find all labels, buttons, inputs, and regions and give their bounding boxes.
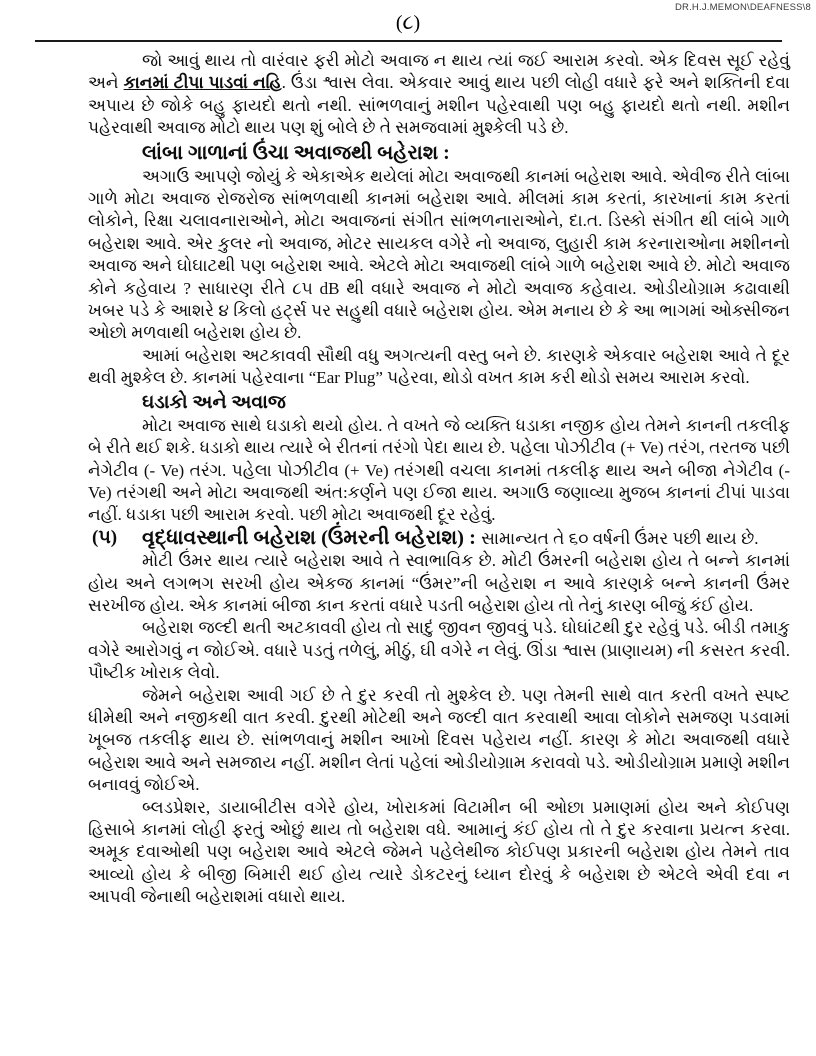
paragraph-lifestyle-prevention: બહેરાશ જલ્દી થતી અટકાવવી હોય તો સાદું જીવન જીવવું પડે. ઘોઘાંટથી દુર રહેવું પડે. બીડી તમાકુ વગેરે આરોગવું ન જોઈએ. વધારે પડતું તળેલું, મીઠું, ઘી વગેરે ન લેવું. ઊંડા શ્વાસ (પ્રાણાયમ) ની કસરત કરવી. પૌષ્ટીક ખોરાક લેવો. <box>88 618 790 683</box>
paragraph-bp-diabetes-medicine: બ્લડપ્રેશર, ડાયાબીટીસ વગેરે હોય, ખોરાકમાં વિટામીન બી ઓછા પ્રમાણમાં હોય અને કોઈપણ હિસાબે કાનમાં લોહી ફરતું ઓછું થાય તો બહેરાશ વધે. આમાનું કંઈ હોય તો તે દુર કરવાના પ્રયત્ન કરવા. અમૂક દવાઓથી પણ બહેરાશ આવે એટલે જેમને પહેલેથીજ કોઈપણ પ્રકારની બહેરાશ હોય તેમને તાવ આવ્યો હોય કે બીજી બિમારી થઈ હોય ત્યારે ડોકટરનું ધ્યાન દોરવું કે બહેરાશ છે એટલે એવી દવા ન આપવી જેનાથી બહેરાશમાં વધારો થાય. <box>88 797 790 907</box>
paragraph-communication-hearing-aid: જેમને બહેરાશ આવી ગઈ છે તે દુર કરવી તો મુશ્કેલ છે. પણ તેમની સાથે વાત કરતી વખતે સ્પષ્ટ ધીમેથી અને નજીકથી વાત કરવી. દુરથી મોટેથી અને જલ્દી વાત કરવાથી આવા લોકોને સમજણ પડવામાં ખૂબજ તકલીફ થાય છે. સાંભળવાનું મશીન આખો દિવસ પહેરાય નહીં. કારણ કે મોટા અવાજથી વધારે બહેરાશ આવે અને સમજાય નહીં. મશીન લેતાં પહેલાં ઓડીયોગ્રામ કરાવવો પડે. ઓડીયોગ્રામ પ્રમાણે મશીન બનાવવું જોઈએ. <box>88 685 790 795</box>
paragraph-explosion-waves: મોટા અવાજ સાથે ઘડાકો થયો હોય. તે વખતે જે વ્યક્તિ ધડાકા નજીક હોય તેમને કાનની તકલીફ બે રીતે થઈ શકે. ધડાકો થાય ત્યારે બે રીતનાં તરંગો પેદા થાય છે. પહેલા પોઝીટીવ (+ Ve) તરંગ, તરતજ પછી નેગેટીવ (- Ve) તરંગ. પહેલા પોઝીટીવ (+ Ve) તરંગથી વચલા કાનમાં તકલીફ થાય અને બીજા નેગેટીવ (- Ve) તરંગથી અને મોટા અવાજથી અંત:કર્ણને પણ ઈજા થાય. અગાઉ જણાવ્યા મુજબ કાનનાં ટીપાં પાડવા નહીં. ધડાકા પછી આરામ કરવો. પછી મોટા અવાજથી દૂર રહેવું. <box>88 415 791 525</box>
paragraph-prevention-ear-plug: આમાં બહેરાશ અટકાવવી સૌથી વધુ અગત્યની વસ્તુ બને છે. કારણકે એકવાર બહેરાશ આવે તે દૂર થવી મુશ્કેલ છે. કાનમાં પહેરવાના “Ear Plug” પહેરવા, થોડો વખત કામ કરી થોડો સમય આરામ કરવો. <box>88 345 790 388</box>
section-5-number: (૫) <box>92 526 118 548</box>
document-reference: DR.H.J.MEMON\DEAFNESS\8 <box>674 2 811 13</box>
section-5-subtitle: સામાન્યત તે ૬૦ વર્ષની ઉંમર પછી થાય છે. <box>481 528 759 548</box>
heading-explosion-and-noise: ઘડાકો અને અવાજ <box>142 391 286 413</box>
section-5-heading-line <box>88 527 790 550</box>
page-number: (૮) <box>395 12 421 34</box>
paragraph-long-term-noise: અગાઉ આપણે જોયું કે એકાએક થયેલાં મોટા અવાજથી કાનમાં બહેરાશ આવે. એવીજ રીતે લાંબા ગાળે મોટા અવાજ રોજરોજ સાંભળવાથી કાનમાં બહેરાશ આવે. મીલમાં કામ કરતાં, કારખાનાં કામ કરતાં લોકોને, રિક્ષા ચલાવનારાઓને, મોટા અવાજનાં સંગીત સાંભળનારાઓને, દા.ત. ડિસ્કો સંગીત થી લાંબે ગાળે બહેરાશ આવે. એર કુલર નો અવાજ, મોટર સાયકલ વગેરે નો અવાજ, લુહારી કામ કરનારાઓના મશીનનો અવાજ અને ઘોઘાટથી પણ બહેરાશ આવે. એટલે મોટા અવાજથી લાંબે ગાળે બહેરાશ આવે છે. મોટો અવાજ કોને કહેવાય ? સાધારણ રીતે ૮૫ dB થી વધારે અવાજ ને મોટો અવાજ કહેવાય. ઓડીયોગ્રામ કઢાવાથી ખબર પડે કે આશરે ૪ કિલો હર્ટ્સ પર સહુથી વધારે બહેરાશ હોય. એમ મનાય છે કે આ ભાગમાં ઓક્સીજન ઓછો મળવાથી બહેરાશ હોય છે. <box>88 166 790 343</box>
paragraph-text: . ઉંડા શ્વાસ લેવા. એકવાર આવું થાય પછી લોહી વધારે ફરે અને શક્તિની દવા અપાય છે જોકે બહુ ફાયદો થતો નથી. સાંભળવાનું મશીન પહેરવાથી પણ બહુ ફાયદો થતો નથી. મશીન પહેરવાથી અવાજ મોટો થાય પણ શું બોલે છે તે સમજવામાં મુશ્કેલી પડે છે. <box>88 73 790 138</box>
heading-long-term-noise-deafness: લાંબા ગાળાનાં ઉંચા અવાજથી બહેરાશ : <box>142 141 450 164</box>
paragraph-old-age-deafness: મોટી ઉંમર થાય ત્યારે બહેરાશ આવે તે સ્વાભાવિક છે. મોટી ઉંમરની બહેરાશ હોય તે બન્ને કાનમાં હોય અને લગભગ સરખી હોય એકજ કાનમાં “ઉંમર”ની બહેરાશ ન આવે કારણકે બન્ને કાનની ઉંમર સરખીજ હોય. એક કાનમાં બીજા કાન કરતાં વધારે પડતી બહેરાશ હોય તો તેનું કારણ બીજું કંઈ હોય. <box>88 551 790 615</box>
section-5-title: વૃદ્ધાવસ્થાની બહેરાશ (ઉંમરની બહેરાશ) : <box>142 526 482 549</box>
paragraph-noise-rest-advice <box>88 50 790 140</box>
paragraph-text: જો આવું થાય તો વારંવાર ફરી મોટો અવાજ ન થાય ત્યાં જઈ આરામ કરવો. એક દિવસ સૂઈ રહેવું અને <box>88 51 790 93</box>
document-body <box>88 50 790 909</box>
emphasized-no-ear-drops: કાનમાં ટીપા પાડવાં નહિ <box>123 73 282 93</box>
header-divider <box>35 40 782 42</box>
